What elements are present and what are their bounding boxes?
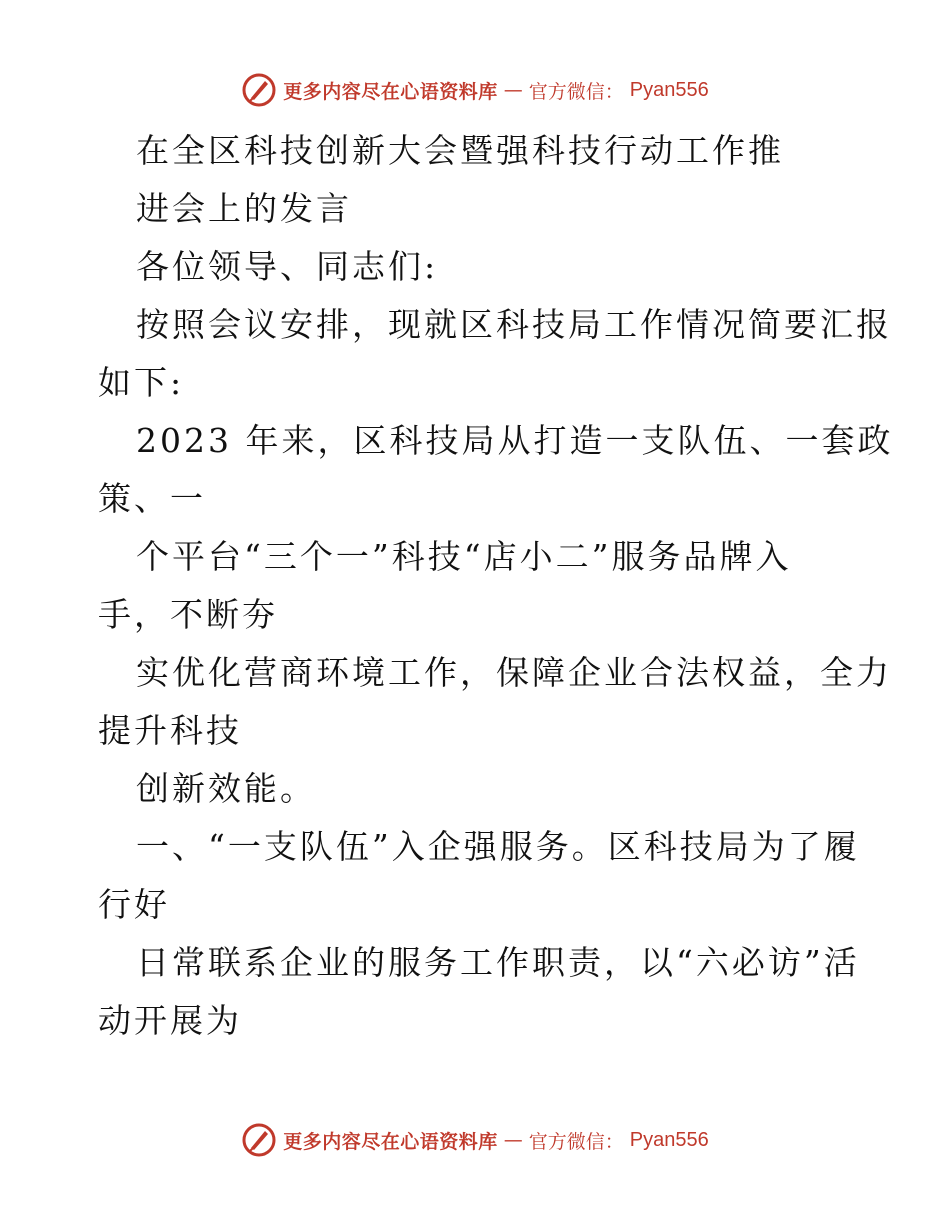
doc-line: 行好 <box>98 885 170 924</box>
banner-title: 更多内容尽在心语资料库 <box>283 80 498 103</box>
banner-wechat-label: 官方微信： <box>528 80 624 103</box>
banner-dash: — <box>503 79 523 101</box>
banner-dash: — <box>503 1129 523 1151</box>
doc-line: 策、一 <box>98 479 206 518</box>
banner-wechat-id: Pyan556 <box>629 1128 709 1151</box>
doc-line: 如下: <box>98 363 185 402</box>
banner-title: 更多内容尽在心语资料库 <box>283 1130 498 1153</box>
doc-line: 在全区科技创新大会暨强科技行动工作推 <box>136 131 784 170</box>
doc-line: 进会上的发言 <box>136 189 352 228</box>
doc-line: 2023 年来，区科技局从打造一支队伍、一套政 <box>136 421 894 460</box>
doc-line: 创新效能。 <box>136 769 316 808</box>
doc-line: 一、“一支队伍”入企强服务。区科技局为了履 <box>136 827 860 866</box>
quill-logo-icon <box>241 72 277 108</box>
banner-wechat-id: Pyan556 <box>629 78 709 101</box>
footer-banner <box>0 1120 950 1160</box>
document-body <box>98 122 894 1050</box>
doc-line: 各位领导、同志们: <box>136 247 439 286</box>
banner-wechat-label: 官方微信： <box>528 1130 624 1153</box>
quill-logo-icon <box>241 1122 277 1158</box>
doc-line: 个平台“三个一”科技“店小二”服务品牌入 <box>136 537 792 576</box>
doc-line: 实优化营商环境工作，保障企业合法权益，全力 <box>136 653 892 692</box>
doc-line: 按照会议安排，现就区科技局工作情况简要汇报 <box>136 305 892 344</box>
doc-line: 动开展为 <box>98 1001 242 1040</box>
header-banner <box>0 70 950 110</box>
doc-line: 日常联系企业的服务工作职责，以“六必访”活 <box>136 943 860 982</box>
doc-line: 提升科技 <box>98 711 242 750</box>
doc-line: 手，不断夯 <box>98 595 278 634</box>
